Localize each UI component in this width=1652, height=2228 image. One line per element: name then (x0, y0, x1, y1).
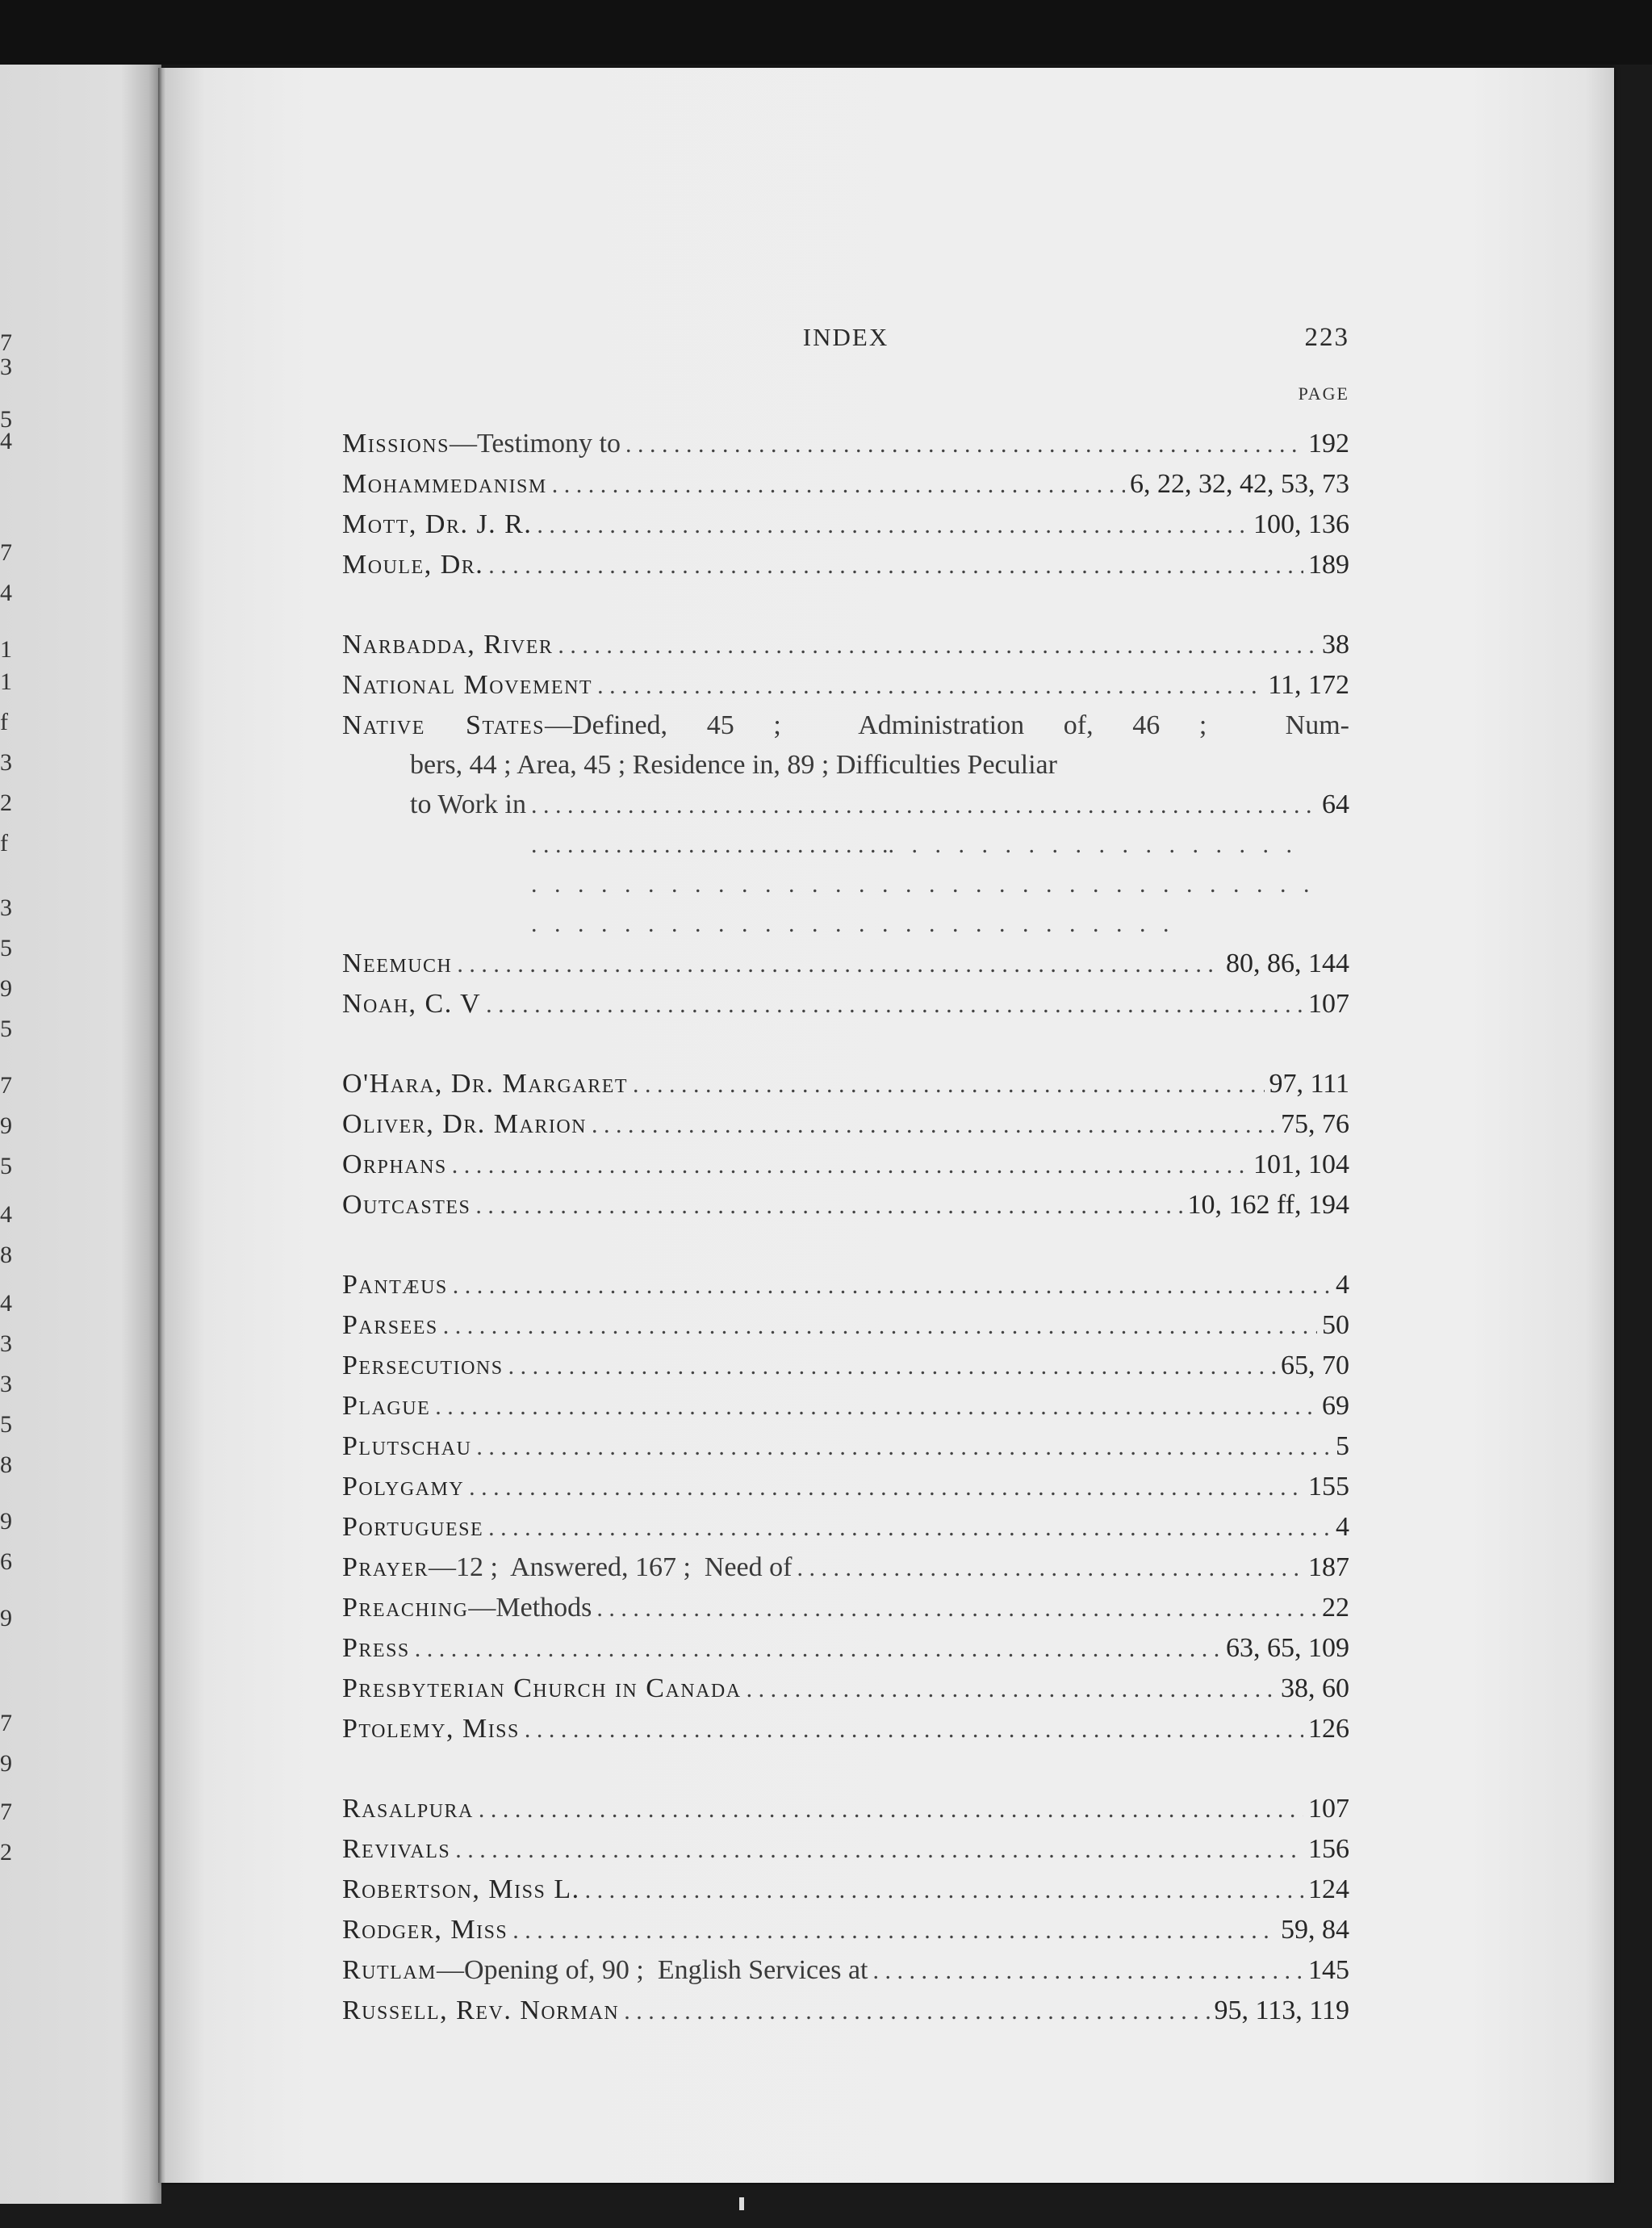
page-column-label: PAGE (1298, 383, 1349, 404)
entry-pages: 59, 84 (1281, 1915, 1349, 1945)
index-entry (342, 1547, 1349, 1588)
entry-heading: Persecutions (342, 1351, 504, 1380)
dot-leader (525, 1710, 1303, 1749)
index-entry (342, 545, 1349, 585)
index-entry (342, 1064, 1349, 1104)
entry-heading: Ptolemy, Miss (342, 1714, 520, 1744)
index-entry (342, 1669, 1349, 1709)
entry-heading: Neemuch (342, 949, 453, 978)
facing-page-glyph: 7 (0, 1710, 12, 1736)
dot-leader (537, 505, 1248, 545)
index-entry (342, 1628, 1349, 1669)
entry-pages: 5 (1336, 1431, 1349, 1461)
dot-leader (797, 1548, 1303, 1588)
entry-continuation: bers, 44 ; Area, 45 ; Residence in, 89 ; Difficulties Peculiar (410, 750, 1057, 780)
dot-leader (452, 1145, 1248, 1185)
entry-heading: O'Hara, Dr. Margaret (342, 1069, 629, 1099)
dot-leader (747, 1669, 1276, 1709)
index-entry (342, 1467, 1349, 1507)
entry-heading: Oliver, Dr. Marion (342, 1109, 587, 1139)
entry-heading: Missions (342, 429, 450, 459)
entry-pages: 97, 111 (1269, 1069, 1349, 1099)
dot-leader (457, 944, 1221, 984)
entry-heading: Plutschau (342, 1431, 472, 1461)
entry-heading: Narbadda, River (342, 630, 554, 660)
entry-heading: Preaching (342, 1593, 469, 1623)
entry-heading: Parsees (342, 1310, 438, 1340)
entry-pages: 63, 65, 109 (1226, 1633, 1349, 1663)
dot-leader (625, 425, 1303, 464)
entry-subheading: —Testimony to (449, 429, 621, 459)
dot-leader (435, 1387, 1317, 1426)
entry-subheading: —Opening of, 90 ; English Services at (437, 1955, 868, 1985)
index-entry (342, 1789, 1349, 1829)
index-entry (342, 1709, 1349, 1749)
index-entry (342, 984, 1349, 1024)
entry-last-line (342, 785, 1349, 944)
facing-page-glyph: 9 (0, 1112, 12, 1139)
book-gutter (158, 68, 166, 2183)
facing-page-glyph: 7 (0, 1072, 12, 1099)
entry-heading: Noah, C. V (342, 989, 482, 1019)
dot-leader (486, 985, 1303, 1024)
index-entry (342, 1265, 1349, 1305)
entry-pages: 75, 76 (1281, 1109, 1349, 1139)
entry-heading: Pantæus (342, 1270, 448, 1300)
entry-heading: Mott, Dr. J. R. (342, 509, 533, 539)
entry-heading: Plague (342, 1391, 431, 1421)
dot-leader (443, 1306, 1317, 1346)
facing-page-glyph: 9 (0, 1750, 12, 1777)
entry-pages: 145 (1308, 1955, 1349, 1985)
facing-page-glyph: 4 (0, 428, 12, 454)
dot-leader (488, 1508, 1331, 1547)
index-entry (342, 1950, 1349, 1991)
dot-leader (488, 546, 1303, 585)
facing-page-glyph: 8 (0, 1242, 12, 1268)
entry-pages: 38, 60 (1281, 1673, 1349, 1703)
entry-pages: 64 (1322, 789, 1349, 819)
dot-leader (512, 1911, 1276, 1950)
entry-pages: 107 (1308, 1794, 1349, 1824)
dot-leader: . . . . . . . . . . . . . . . . . . . . . . . . . . . . . . . . . . . . . . . . . . . . . . . . . . . . . . . . . . . . . . . . . . . . . . . . . . . . . . . . . . . (531, 785, 1317, 944)
facing-page-glyph: 5 (0, 1016, 12, 1042)
facing-page-glyph: 9 (0, 1605, 12, 1631)
entry-heading: Revivals (342, 1834, 451, 1864)
page-header (342, 323, 1349, 363)
dot-leader (585, 1870, 1303, 1910)
index-entry (342, 1346, 1349, 1386)
facing-page-glyph: f (0, 709, 8, 735)
facing-page-glyph: 5 (0, 935, 12, 961)
facing-page-glyph: 5 (0, 1411, 12, 1438)
facing-page-glyph: 5 (0, 406, 12, 433)
index-entry (342, 1507, 1349, 1547)
dot-leader (624, 1991, 1209, 2031)
entry-heading: Rasalpura (342, 1794, 474, 1824)
dot-leader (558, 626, 1317, 665)
page-number: 223 (1304, 323, 1349, 352)
dot-leader (508, 1346, 1276, 1386)
dot-leader (453, 1266, 1331, 1305)
index-group-m (342, 424, 1349, 585)
entry-pages: 192 (1308, 429, 1349, 459)
entry-heading: Native States (342, 710, 546, 740)
index-entry (342, 1104, 1349, 1145)
index-entry (342, 424, 1349, 464)
index-group-o (342, 1064, 1349, 1225)
running-title: INDEX (802, 323, 889, 351)
entry-pages: 189 (1308, 550, 1349, 580)
dot-leader (552, 465, 1125, 505)
entry-pages: 22 (1322, 1593, 1349, 1623)
entry-pages: 100, 136 (1253, 509, 1349, 539)
entry-pages: 124 (1308, 1874, 1349, 1904)
index-entry (342, 1870, 1349, 1910)
entry-subheading: —12 ; Answered, 167 ; Need of (429, 1552, 793, 1582)
facing-page-glyph: 5 (0, 1153, 12, 1179)
entry-pages: 69 (1322, 1391, 1349, 1421)
index-group-r (342, 1789, 1349, 2031)
facing-page-glyph: 1 (0, 636, 12, 663)
entry-pages: 187 (1308, 1552, 1349, 1582)
dot-leader (592, 1105, 1276, 1145)
dot-leader (476, 1427, 1331, 1467)
entry-heading: Outcastes (342, 1190, 471, 1220)
entry-heading: Press (342, 1633, 410, 1663)
index-entry (342, 944, 1349, 984)
entry-heading: Mohammedanism (342, 469, 547, 499)
entry-pages: 95, 113, 119 (1214, 1996, 1349, 2025)
entry-heading: Presbyterian Church in Canada (342, 1673, 742, 1703)
scan-background (0, 0, 1652, 65)
facing-page-glyph: 8 (0, 1451, 12, 1478)
facing-page-glyph: 7 (0, 329, 12, 356)
entry-pages: 38 (1322, 630, 1349, 660)
facing-page-glyph: 4 (0, 1290, 12, 1317)
index-group-n (342, 625, 1349, 1024)
entry-pages: 80, 86, 144 (1226, 949, 1349, 978)
index-group-p (342, 1265, 1349, 1749)
index-entry (342, 1991, 1349, 2031)
entry-heading: Rodger, Miss (342, 1915, 508, 1945)
facing-page-glyph: f (0, 830, 8, 856)
index-entry (342, 1910, 1349, 1950)
index-entry (342, 1305, 1349, 1346)
entry-pages: 101, 104 (1253, 1150, 1349, 1179)
index-list (342, 424, 1349, 2071)
index-entry (342, 1829, 1349, 1870)
facing-page-glyph: 1 (0, 668, 12, 695)
entry-pages: 4 (1336, 1512, 1349, 1542)
facing-page-glyph: 9 (0, 1508, 12, 1535)
entry-pages: 11, 172 (1268, 670, 1349, 700)
dot-leader (873, 1951, 1304, 1991)
dot-leader (415, 1629, 1221, 1669)
facing-page-glyph: 7 (0, 1799, 12, 1825)
index-entry (342, 1386, 1349, 1426)
entry-pages: 10, 162 ff, 194 (1187, 1190, 1349, 1220)
entry-heading: National Movement (342, 670, 593, 700)
entry-pages: 65, 70 (1281, 1351, 1349, 1380)
entry-continuation-end: to Work in (410, 789, 526, 819)
index-entry (342, 1145, 1349, 1185)
dot-leader (479, 1790, 1303, 1829)
entry-heading: Rutlam (342, 1955, 437, 1985)
facing-page-glyph: 6 (0, 1548, 12, 1575)
dot-leader (455, 1830, 1303, 1870)
entry-subheading: —Methods (468, 1593, 592, 1623)
scan-artifact (739, 2197, 744, 2210)
index-entry (342, 665, 1349, 706)
facing-page-glyph: 3 (0, 1330, 12, 1357)
facing-page-glyph: 4 (0, 580, 12, 606)
entry-heading: Russell, Rev. Norman (342, 1996, 620, 2025)
entry-pages: 126 (1308, 1714, 1349, 1744)
entry-pages: 107 (1308, 989, 1349, 1019)
entry-pages: 156 (1308, 1834, 1349, 1864)
index-entry (342, 464, 1349, 505)
entry-first-line (342, 706, 1349, 745)
dot-leader (469, 1468, 1303, 1507)
entry-heading: Prayer (342, 1552, 429, 1582)
dot-leader (633, 1065, 1264, 1104)
index-entry (342, 625, 1349, 665)
facing-page-glyph: 2 (0, 789, 12, 816)
index-entry (342, 1426, 1349, 1467)
index-entry (342, 505, 1349, 545)
index-entry (342, 1185, 1349, 1225)
facing-page-glyph: 4 (0, 1201, 12, 1228)
entry-heading: Portuguese (342, 1512, 484, 1542)
facing-page-glyph: 9 (0, 975, 12, 1002)
facing-page-glyph: 3 (0, 749, 12, 776)
facing-page-edge (0, 65, 161, 2204)
facing-page-glyph: 7 (0, 539, 12, 566)
facing-page-glyph: 3 (0, 894, 12, 921)
dot-leader (475, 1186, 1182, 1225)
facing-page-glyph: 2 (0, 1839, 12, 1866)
entry-pages: 6, 22, 32, 42, 53, 73 (1130, 469, 1349, 499)
entry-heading: Robertson, Miss L. (342, 1874, 580, 1904)
entry-pages: 4 (1336, 1270, 1349, 1300)
facing-page-glyph: 3 (0, 354, 12, 380)
entry-heading: Polygamy (342, 1472, 465, 1501)
index-entry (342, 1588, 1349, 1628)
dot-leader (597, 666, 1263, 706)
entry-pages: 155 (1308, 1472, 1349, 1501)
index-entry-multiline (342, 706, 1349, 944)
entry-pages: 50 (1322, 1310, 1349, 1340)
entry-heading: Moule, Dr. (342, 550, 484, 580)
dot-leader (596, 1589, 1317, 1628)
facing-page-glyph: 3 (0, 1371, 12, 1397)
entry-heading: Orphans (342, 1150, 447, 1179)
entry-subheading: —Defined, 45 ; Administration of, 46 ; Num- (545, 710, 1350, 740)
